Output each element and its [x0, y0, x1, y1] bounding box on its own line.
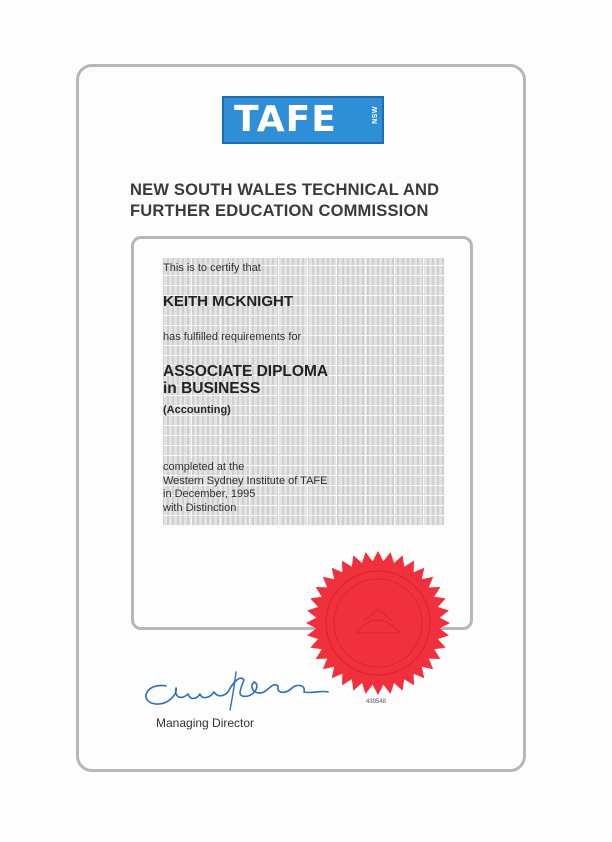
award-title — [163, 363, 328, 397]
completion-line-2: Western Sydney Institute of TAFE — [163, 474, 328, 487]
signatory-title: Managing Director — [156, 716, 255, 730]
issuing-body-heading — [130, 180, 475, 222]
completion-line-1: completed at the — [163, 461, 245, 473]
award-line-1: ASSOCIATE DIPLOMA — [163, 363, 329, 380]
heading-line-2: FURTHER EDUCATION COMMISSION — [130, 202, 429, 220]
completion-details — [163, 461, 327, 515]
completion-line-4: with Distinction — [163, 501, 237, 514]
heading-line-1: NEW SOUTH WALES TECHNICAL AND — [130, 181, 440, 199]
serial-number: 439548 — [366, 699, 387, 705]
managing-director-signature — [136, 664, 336, 714]
tafe-logo — [222, 96, 384, 144]
requirement-text: has fulfilled requirements for — [163, 331, 302, 343]
recipient-name: KEITH MCKNIGHT — [163, 293, 293, 310]
completion-line-3: in December, 1995 — [163, 488, 256, 500]
award-line-2: in BUSINESS — [163, 380, 261, 397]
logo-text: TAFE — [234, 99, 337, 140]
certify-intro: This is to certify that — [163, 262, 261, 274]
logo-subtext: NSW — [372, 106, 379, 124]
specialisation: (Accounting) — [163, 404, 231, 416]
